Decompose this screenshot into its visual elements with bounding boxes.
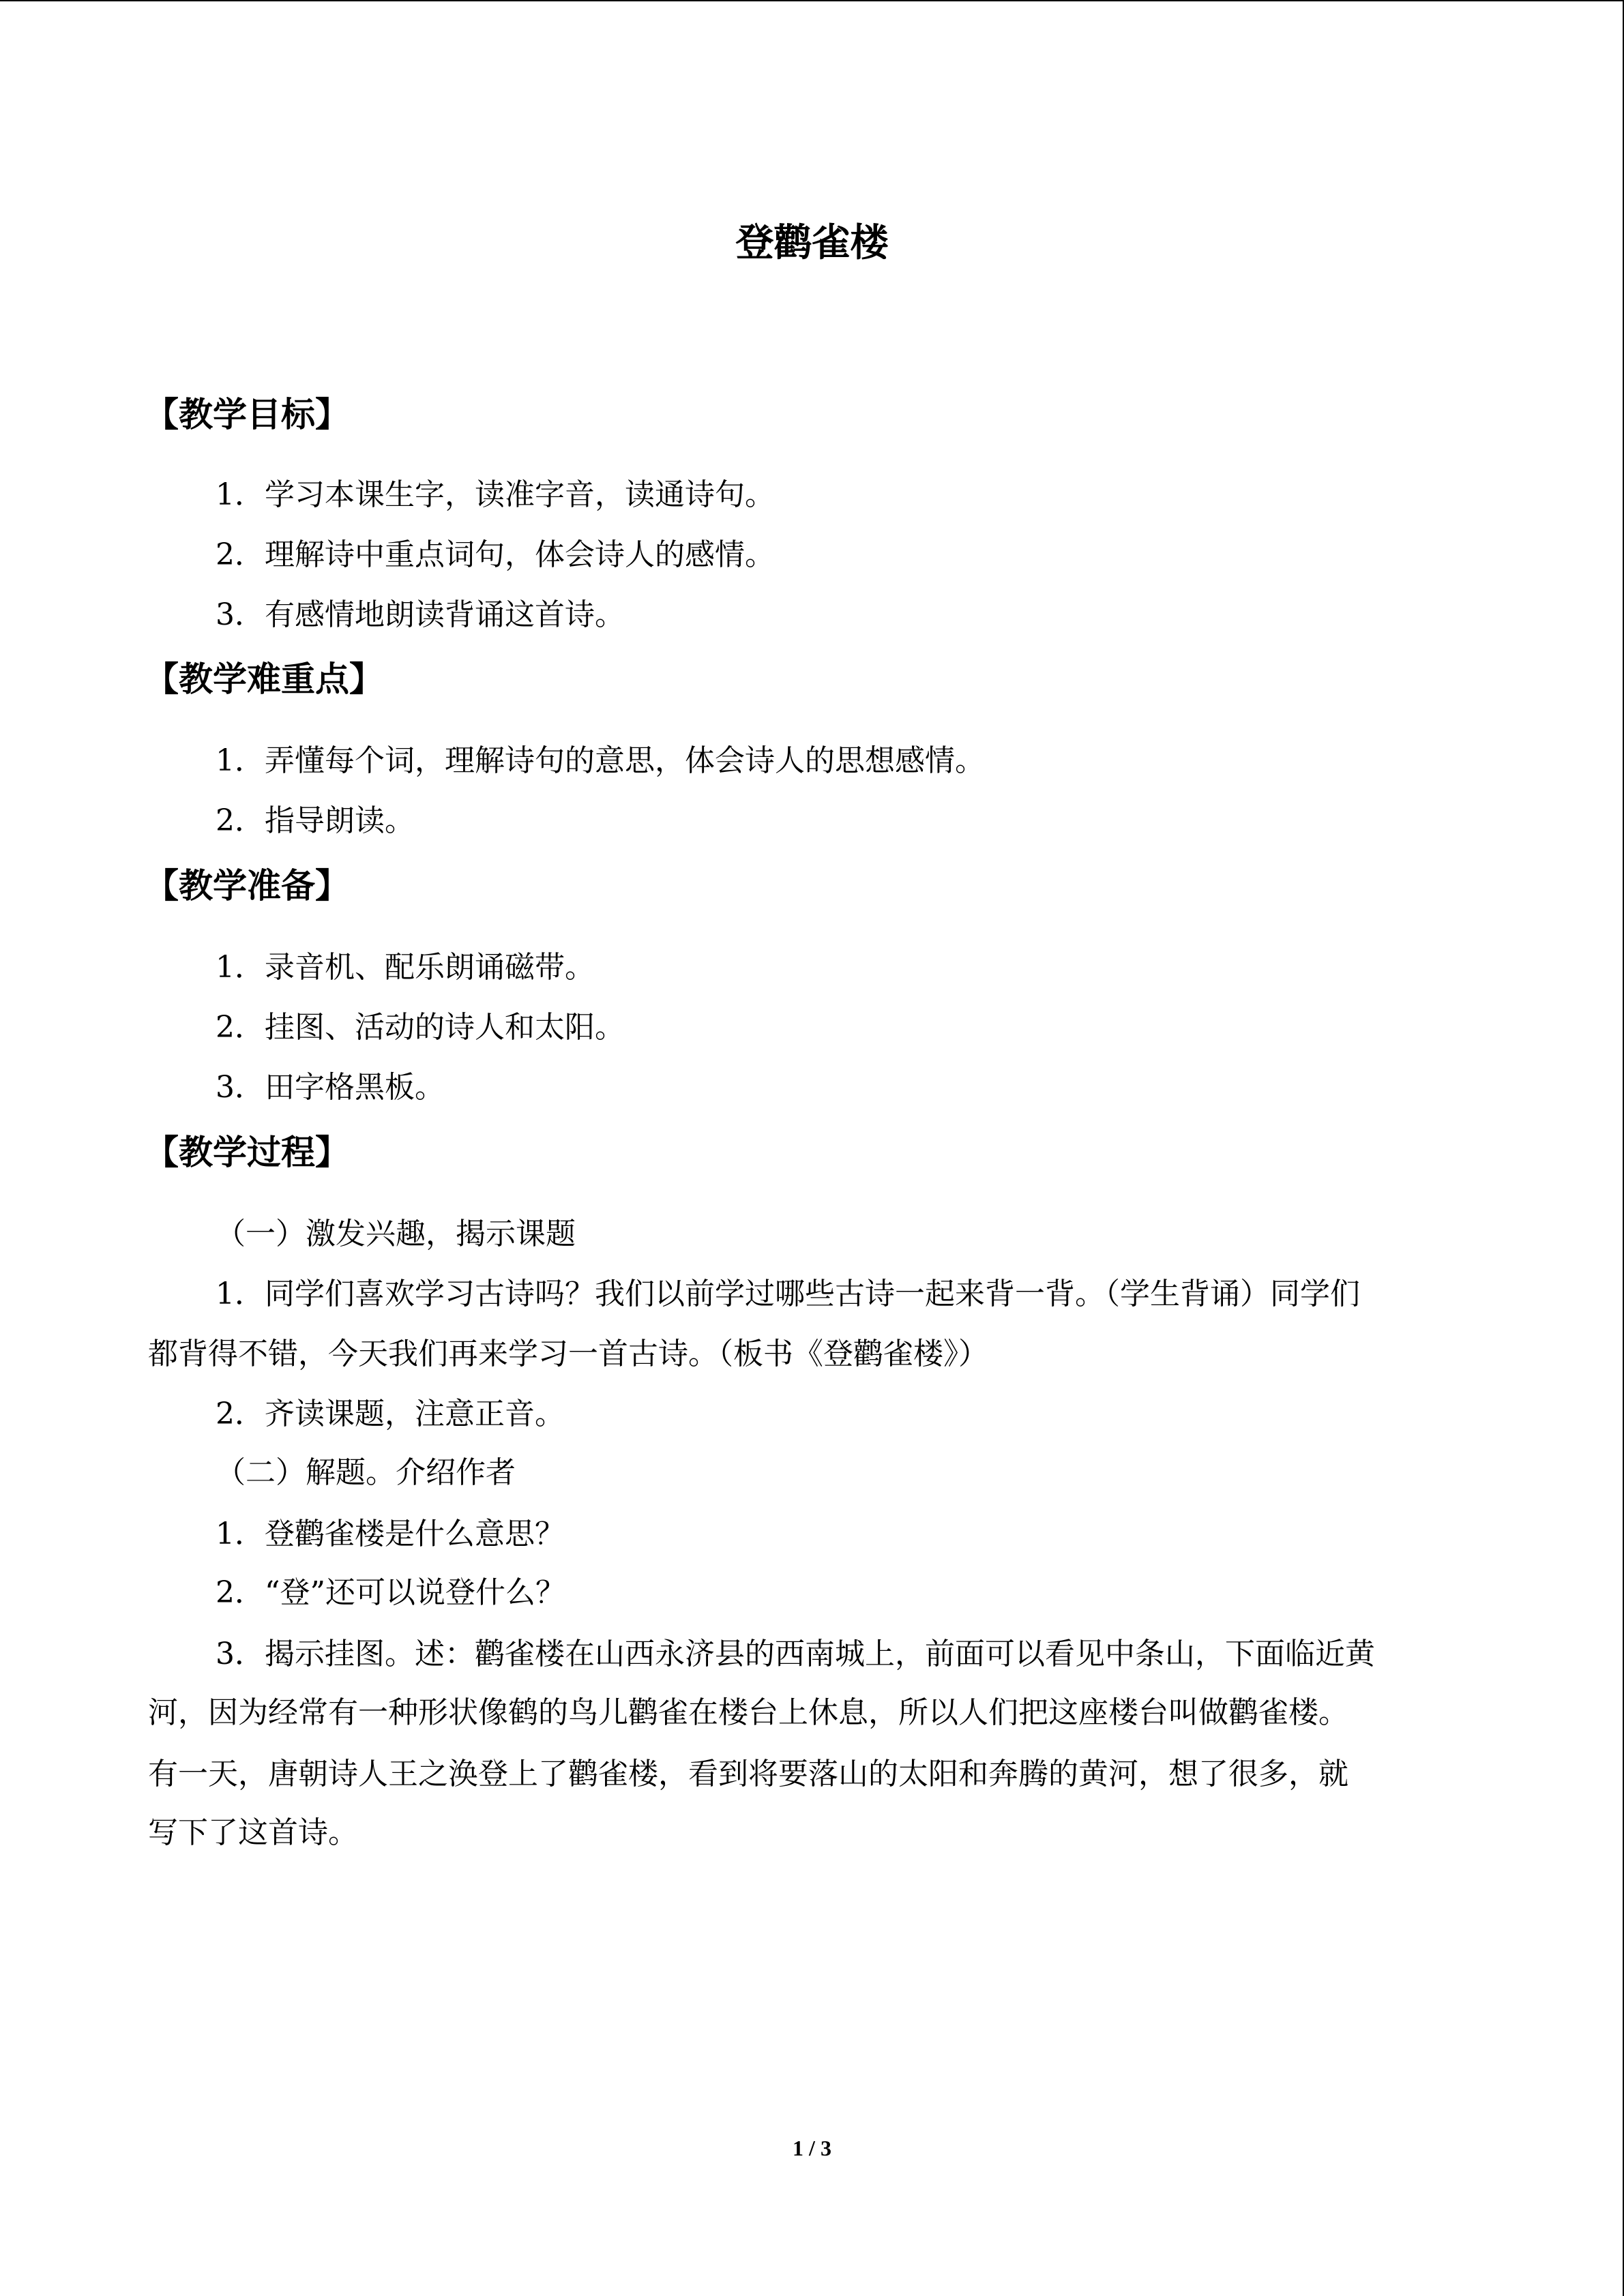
process-paragraph-line: 写下了这首诗。 xyxy=(148,1815,358,1850)
preparation-item: 1．录音机、配乐朗诵磁带。 xyxy=(216,950,595,985)
heading-process: 【教学过程】 xyxy=(145,1133,349,1172)
key-point-item: 1．弄懂每个词，理解诗句的意思，体会诗人的思想感情。 xyxy=(216,743,985,778)
process-item: 2．“登”还可以说登什么？ xyxy=(216,1575,565,1610)
process-part2-title: （二）解题。介绍作者 xyxy=(216,1455,516,1490)
process-paragraph-line: 河，因为经常有一种形状像鹤的鸟儿鹳雀在楼台上休息，所以人们把这座楼台叫做鹳雀楼。 xyxy=(148,1695,1348,1730)
key-point-item: 2．指导朗读。 xyxy=(216,803,415,838)
heading-key-points: 【教学难重点】 xyxy=(145,659,383,699)
goal-item: 2．理解诗中重点词句，体会诗人的感情。 xyxy=(216,537,775,572)
page-number: 1 / 3 xyxy=(793,2136,831,2160)
process-paragraph-line: 3．揭示挂图。述：鹳雀楼在山西永济县的西南城上，前面可以看见中条山，下面临近黄 xyxy=(216,1637,1375,1671)
goal-item: 3．有感情地朗读背诵这首诗。 xyxy=(216,597,625,632)
heading-preparation: 【教学准备】 xyxy=(145,866,349,906)
process-item: 1．登鹳雀楼是什么意思？ xyxy=(216,1517,565,1551)
process-paragraph-line: 有一天，唐朝诗人王之涣登上了鹳雀楼，看到将要落山的太阳和奔腾的黄河，想了很多，就 xyxy=(148,1757,1348,1791)
page-border-top xyxy=(0,0,1623,1)
goal-item: 1．学习本课生字，读准字音，读通诗句。 xyxy=(216,477,775,512)
preparation-item: 2．挂图、活动的诗人和太阳。 xyxy=(216,1010,625,1045)
document-title: 登鹳雀楼 xyxy=(735,221,889,265)
process-part1-title: （一）激发兴趣，揭示课题 xyxy=(216,1217,576,1251)
preparation-item: 3．田字格黑板。 xyxy=(216,1070,445,1105)
heading-teaching-goals: 【教学目标】 xyxy=(145,395,349,434)
process-item: 2．齐读课题，注意正音。 xyxy=(216,1397,565,1431)
process-paragraph-line: 都背得不错，今天我们再来学习一首古诗。（板书《登鹳雀楼》） xyxy=(148,1337,988,1371)
process-paragraph-line: 1．同学们喜欢学习古诗吗？我们以前学过哪些古诗一起来背一背。（学生背诵）同学们 xyxy=(216,1277,1360,1311)
